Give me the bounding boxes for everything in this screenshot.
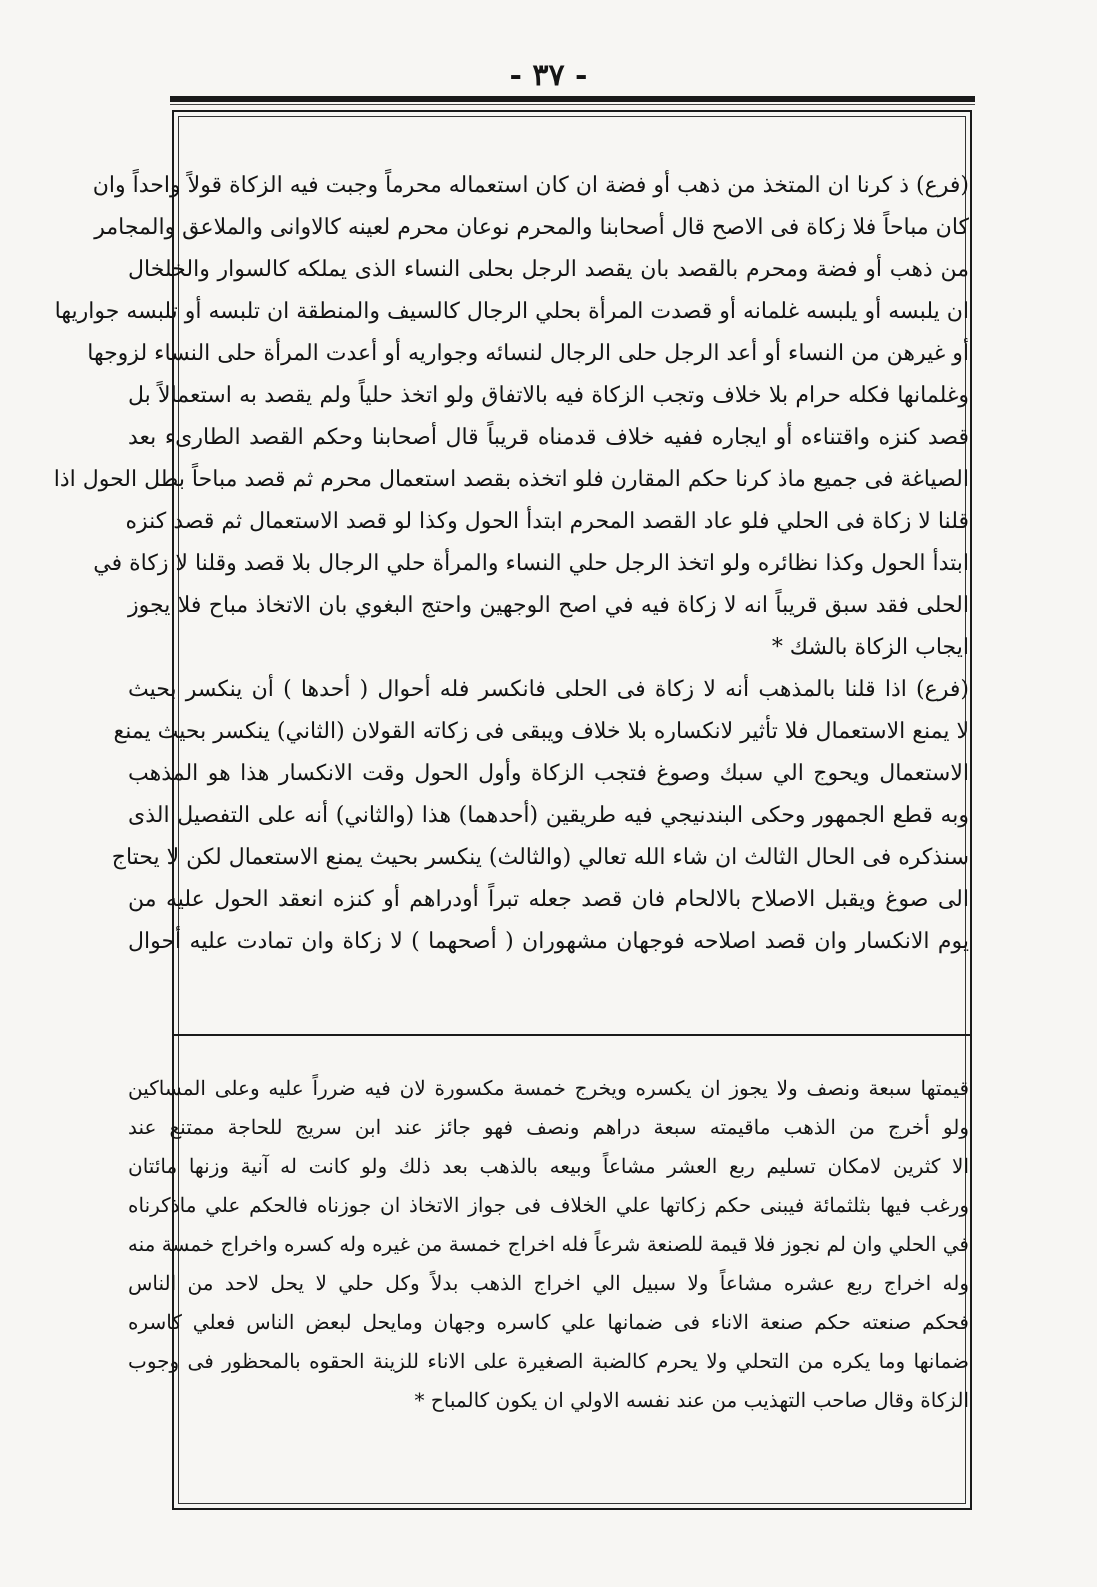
main-line: لا يمنع الاستعمال فلا تأثير لانكساره بلا خلاف ويبقى فى زكاته القولان (الثاني) ينكسر بحيث يمنع	[113, 719, 969, 744]
main-line: يوم الانكسار وان قصد اصلاحه فوجهان مشهوران ( أصحهما ) لا زكاة وان تمادت عليه أحوال	[128, 929, 969, 954]
main-line: ابتدأ الحول وكذا نظائره ولو اتخذ الرجل حلي النساء والمرأة حلي الرجال بلا قصد وقلنا لا زكاة في	[93, 551, 969, 576]
footnote-line: ورغب فيها بثلثمائة فيبنى حكم زكاتها علي الخلاف فى جواز الاتخاذ ان جوزناه فالحكم علي ماذكرناه	[128, 1193, 969, 1217]
header-rule-thick	[170, 96, 975, 102]
main-line: الى صوغ ويقبل الاصلاح بالالحام فان قصد جعله تبراً أودراهم أو كنزه انعقد الحول عليه من	[128, 887, 969, 912]
footnote-line: وله اخراج ربع عشره مشاعاً ولا سبيل الي اخراج الذهب بدلاً وكل حلي لا يحل لاحد من الناس	[128, 1271, 969, 1295]
page-number: - ٣٧ -	[509, 58, 588, 93]
main-line: قلنا لا زكاة فى الحلي فلو عاد القصد المحرم ابتدأ الحول وكذا لو قصد الاستعمال ثم قصد كنزه	[125, 509, 969, 534]
footnote-line: ضمانها وما يكره من التحلي ولا يحرم كالضبة الصغيرة على الاناء للزينة الحقوه بالمحظور فى وجوب	[128, 1349, 969, 1373]
main-line: سنذكره فى الحال الثالث ان شاء الله تعالي (والثالث) ينكسر بحيث يمنع الاستعمال لكن لا يحتاج	[111, 845, 969, 870]
main-line: وبه قطع الجمهور وحكى البندنيجي فيه طريقين (أحدهما) هذا (والثاني) أنه على التفصيل الذى	[128, 803, 969, 828]
footnote-line: في الحلي وان لم نجوز فلا قيمة للصنعة شرعاً فله اخراج خمسة من غيره وله كسره واخراج خمسة منه	[127, 1232, 969, 1256]
main-line: (فرع) اذا قلنا بالمذهب أنه لا زكاة فى الحلى فانكسر فله أحوال ( أحدها ) أن ينكسر بحيث	[128, 677, 969, 702]
footnote-divider	[174, 1034, 970, 1036]
main-line: الاستعمال ويحوج الي سبك وصوغ فتجب الزكاة وأول الحول وقت الانكسار هذا هو المذهب	[128, 761, 969, 786]
main-line: من ذهب أو فضة ومحرم بالقصد بان يقصد الرجل بحلى النساء الذى يملكه كالسوار والخلخال	[128, 257, 969, 282]
footnote-line: الزكاة وقال صاحب التهذيب من عند نفسه الاولي ان يكون كالمباح *	[414, 1388, 969, 1412]
main-line: الصياغة فى جميع ماذ كرنا حكم المقارن فلو اتخذه بقصد استعمال محرم ثم قصد مباحاً بطل الحول اذا	[53, 467, 969, 492]
main-line: ايجاب الزكاة بالشك *	[771, 635, 969, 660]
main-line: ان يلبسه أو يلبسه غلمانه أو قصدت المرأة بحلي الرجال كالسيف والمنطقة ان تلبسه أو تلبسه جواريها	[54, 299, 969, 324]
main-line: أو غيرهن من النساء أو أعد الرجل حلى الرجال لنسائه وجواريه أو أعدت المرأة حلى النساء لزوجها	[87, 341, 969, 366]
main-line: الحلى فقد سبق قريباً انه لا زكاة فيه في اصح الوجهين واحتج البغوي بان الاتخاذ مباح فلا يجوز	[128, 593, 969, 618]
footnote-line: ولو أخرج من الذهب ماقيمته سبعة دراهم ونصف فهو جائز عند ابن سريج للحاجة ممتنع عند	[128, 1115, 970, 1139]
footnote-line: قيمتها سبعة ونصف ولا يجوز ان يكسره ويخرج خمسة مكسورة لان فيه ضرراً عليه وعلى المساكين	[128, 1076, 970, 1100]
main-line: وغلمانها فكله حرام بلا خلاف وتجب الزكاة فيه بالاتفاق ولو اتخذ حلياً ولم يقصد به استعمالاً بل	[128, 383, 969, 408]
main-line: كان مباحاً فلا زكاة فى الاصح قال أصحابنا والمحرم نوعان محرم لعينه كالاوانى والملاعق والمجامر	[94, 215, 969, 240]
header-rule-thin	[170, 104, 975, 105]
footnote-line: الا كثرين لامكان تسليم ربع العشر مشاعاً وبيعه بالذهب بعد ذلك ولو كانت له آنية وزنها مائتان	[128, 1154, 969, 1178]
footnote-line: فحكم صنعته حكم صنعة الاناء فى ضمانها علي كاسره وجهان ومايحل لبعض الناس فعلي كاسره	[128, 1310, 969, 1334]
main-line: قصد كنزه واقتناءه أو ايجاره ففيه خلاف قدمناه قريباً قال أصحابنا وحكم القصد الطارىء بعد	[128, 425, 969, 450]
main-line: (فرع) ذ كرنا ان المتخذ من ذهب أو فضة ان كان استعماله محرماً وجبت فيه الزكاة قولاً واحداً وان	[92, 173, 969, 198]
